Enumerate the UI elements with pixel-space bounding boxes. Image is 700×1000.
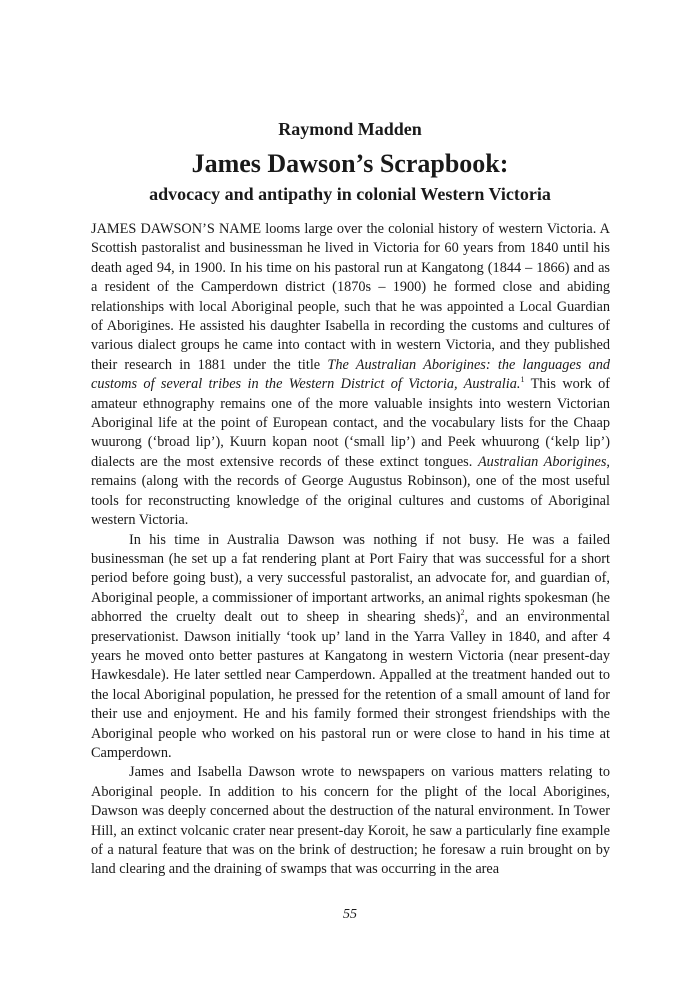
paragraph-2 — [91, 531, 610, 764]
footnote-ref-2[interactable]: 2 — [460, 608, 465, 618]
paragraph-1-text-a: JAMES DAWSON’S NAME looms large over the colonial history of western Victoria. A Scottish pastoralist and businessman he lived in Victoria for 60 years from 1840 until his death aged 94, in 1900. In his time on his pastoral run at Kangatong (1844 – 1866) and as a resident of the Camperdown district (1870s – 1900) he formed close and abiding relationships with local Aboriginal people, such that he was appointed a Local Guardian of Aborigines. He assisted his daughter Isabella in recording the customs and cultures of various dialect groups he came into contact with in western Victoria, and they published their research in 1881 under the title — [91, 221, 610, 373]
paragraph-1 — [91, 220, 610, 531]
book-title: The Australian Aborigines: the languages and customs of several tribes in the Western District of Victoria, Australia. — [91, 356, 610, 393]
chapter-subtitle: advocacy and antipathy in colonial Western Victoria — [149, 184, 551, 204]
author-name: Raymond Madden — [278, 119, 422, 139]
paragraph-1-text-c: , remains (along with the records of George Augustus Robinson), one of the most useful tools for reconstructing knowledge of the original cultures and customs of Aboriginal western Victoria. — [91, 453, 610, 529]
paragraph-2-text-b: , and an environmental preservationist. Dawson initially ‘took up’ land in the Yarra Valley in 1840, and after 4 years he moved onto better pastures at Kangatong in western Victoria (near present-day Hawkesdale). He later settled near Camperdown. Appalled at the treatment handed out to the local Aboriginal population, he pressed for the retention of a small amount of land for their use and enjoyment. He and his family formed their strongest friendships with the Aboriginal people who worked on his pastoral run or were close to hand in his time at Camperdown. — [91, 609, 610, 761]
body-text — [91, 220, 610, 880]
page-number: 55 — [343, 907, 357, 922]
paragraph-2-text-a: In his time in Australia Dawson was nothing if not busy. He was a failed businessman (he set up a fat rendering plant at Port Fairy that was successful for a short period before going bust), a very successful pastoralist, an advocate for, and guardian of, Aboriginal people, a commissioner of important artworks, an animal rights spokesman (he abhorred the cruelty dealt out to sheep in shearing sheds) — [91, 531, 610, 626]
book-short-title: Australian Aborigines — [477, 453, 607, 470]
paragraph-3: James and Isabella Dawson wrote to newspapers on various matters relating to Aboriginal people. In addition to his concern for the plight of the local Aborigines, Dawson was deeply concerned about the destruction of the natural environment. In Tower Hill, an extinct volcanic crater near present-day Koroit, he saw a particularly fine example of a natural feature that was on the brink of destruction; he foresaw a ruin brought on by land clearing and the draining of swamps that was occurring in the area — [91, 764, 610, 878]
footnote-ref-1[interactable]: 1 — [520, 375, 525, 385]
chapter-title: James Dawson’s Scrapbook: — [191, 149, 509, 178]
paragraph-1-text-b: This work of amateur ethnography remains one of the more valuable insights into western Victorian Aboriginal life at the point of European contact, and the vocabulary lists for the Chaap wuurong (‘broad lip’), Kuurn kopan noot (‘small lip’) and Peek whuurong (‘kelp lip’) dialects are the most extensive records of these extinct tongues. — [91, 376, 610, 470]
